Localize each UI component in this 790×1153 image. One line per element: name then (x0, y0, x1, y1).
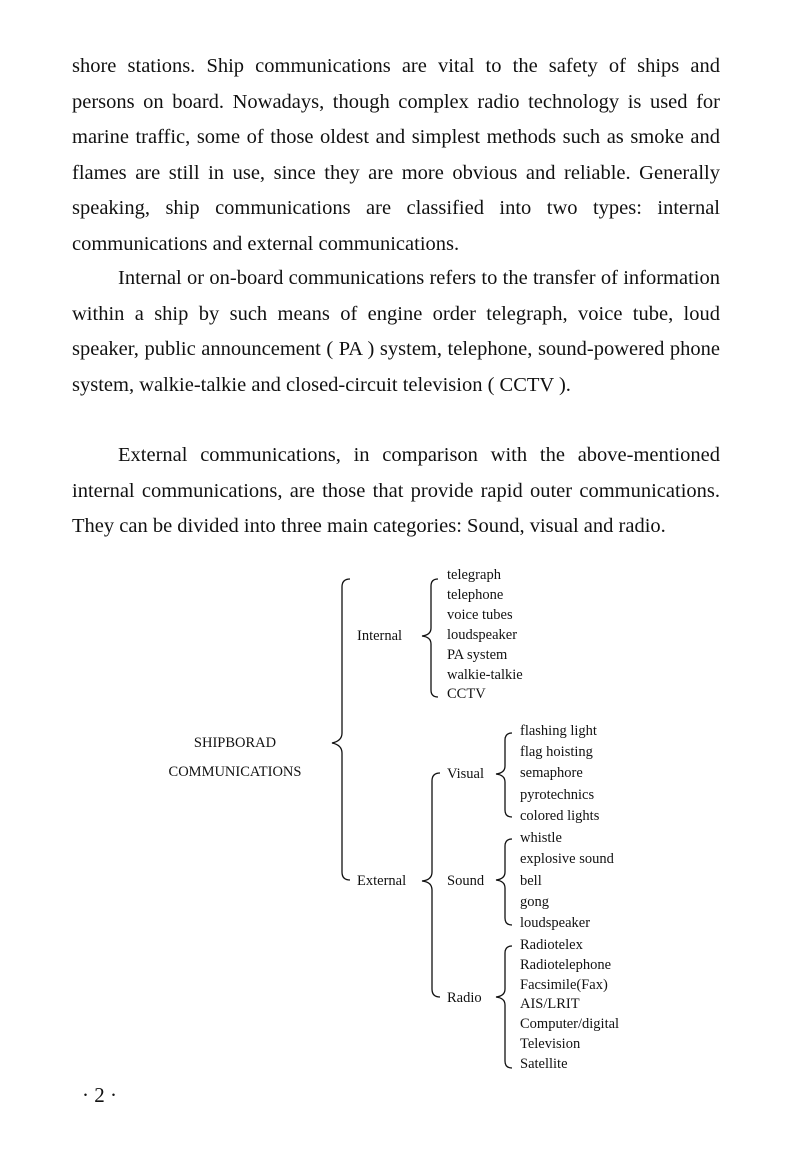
sound-brace (496, 839, 512, 925)
internal-label: Internal (357, 628, 403, 644)
list-item: colored lights (520, 807, 600, 824)
list-item: Computer/digital (520, 1016, 620, 1033)
paragraph-internal: Internal or on-board communications refers to the transfer of information within a ship by such means of engine order telegraph, voice tube, loud speaker, public announcement ( PA ) system, telephone, sound-powered phone system, walkie-talkie and closed-circuit television ( CCTV ). (72, 267, 720, 396)
list-item: semaphore (520, 765, 583, 782)
page-number: · 2 · (82, 1083, 117, 1107)
list-item: Satellite (520, 1055, 568, 1072)
list-item: gong (520, 893, 549, 910)
internal-list (447, 566, 523, 705)
visual-label: Visual (447, 766, 484, 782)
list-item: telephone (447, 586, 504, 603)
internal-brace (422, 579, 438, 697)
list-item: explosive sound (520, 851, 614, 868)
list-item: Radiotelephone (520, 956, 612, 973)
list-item: telegraph (447, 567, 501, 583)
list-item: voice tubes (447, 606, 513, 623)
list-item: Radiotelex (520, 937, 583, 953)
diagram-root (150, 729, 320, 787)
visual-list (520, 721, 599, 827)
list-item: walkie-talkie (447, 666, 523, 683)
paragraph-external: External communications, in comparison with the above-mentioned internal communications, are those that provide rapid outer communications. They can be divided into three main categories: Sound, visual and radio. (72, 444, 720, 537)
list-item: pyrotechnics (520, 786, 595, 803)
radio-label: Radio (447, 990, 482, 1006)
sound-label: Sound (447, 873, 485, 889)
radio-brace (496, 946, 512, 1068)
list-item: Television (520, 1035, 581, 1052)
list-item: bell (520, 872, 542, 889)
list-item: whistle (520, 830, 562, 846)
list-item: Facsimile(Fax) (520, 976, 608, 993)
radio-list (520, 936, 619, 1075)
root-label-line1: SHIPBORAD (193, 735, 277, 751)
visual-brace (496, 733, 512, 817)
list-item: PA system (447, 646, 508, 663)
sound-list (520, 828, 614, 934)
list-item: loudspeaker (447, 626, 518, 643)
list-item: flag hoisting (520, 744, 593, 761)
external-brace (422, 773, 440, 997)
list-item: AIS/LRIT (520, 996, 580, 1013)
root-label-line2: COMMUNICATIONS (168, 764, 302, 780)
list-item: CCTV (447, 686, 486, 703)
paragraph-intro: shore stations. Ship communications are vital to the safety of ships and persons on board. Nowadays, though complex radio technology is used for marine traffic, some of those oldest and simplest methods such as smoke and flames are still in use, since they are more obvious and reliable. Generally speaking, ship communications are classified into two types: internal communications and external communications. (72, 55, 720, 255)
list-item: flashing light (520, 723, 597, 739)
root-brace (332, 579, 350, 880)
list-item: loudspeaker (520, 915, 591, 932)
external-label: External (357, 873, 407, 889)
